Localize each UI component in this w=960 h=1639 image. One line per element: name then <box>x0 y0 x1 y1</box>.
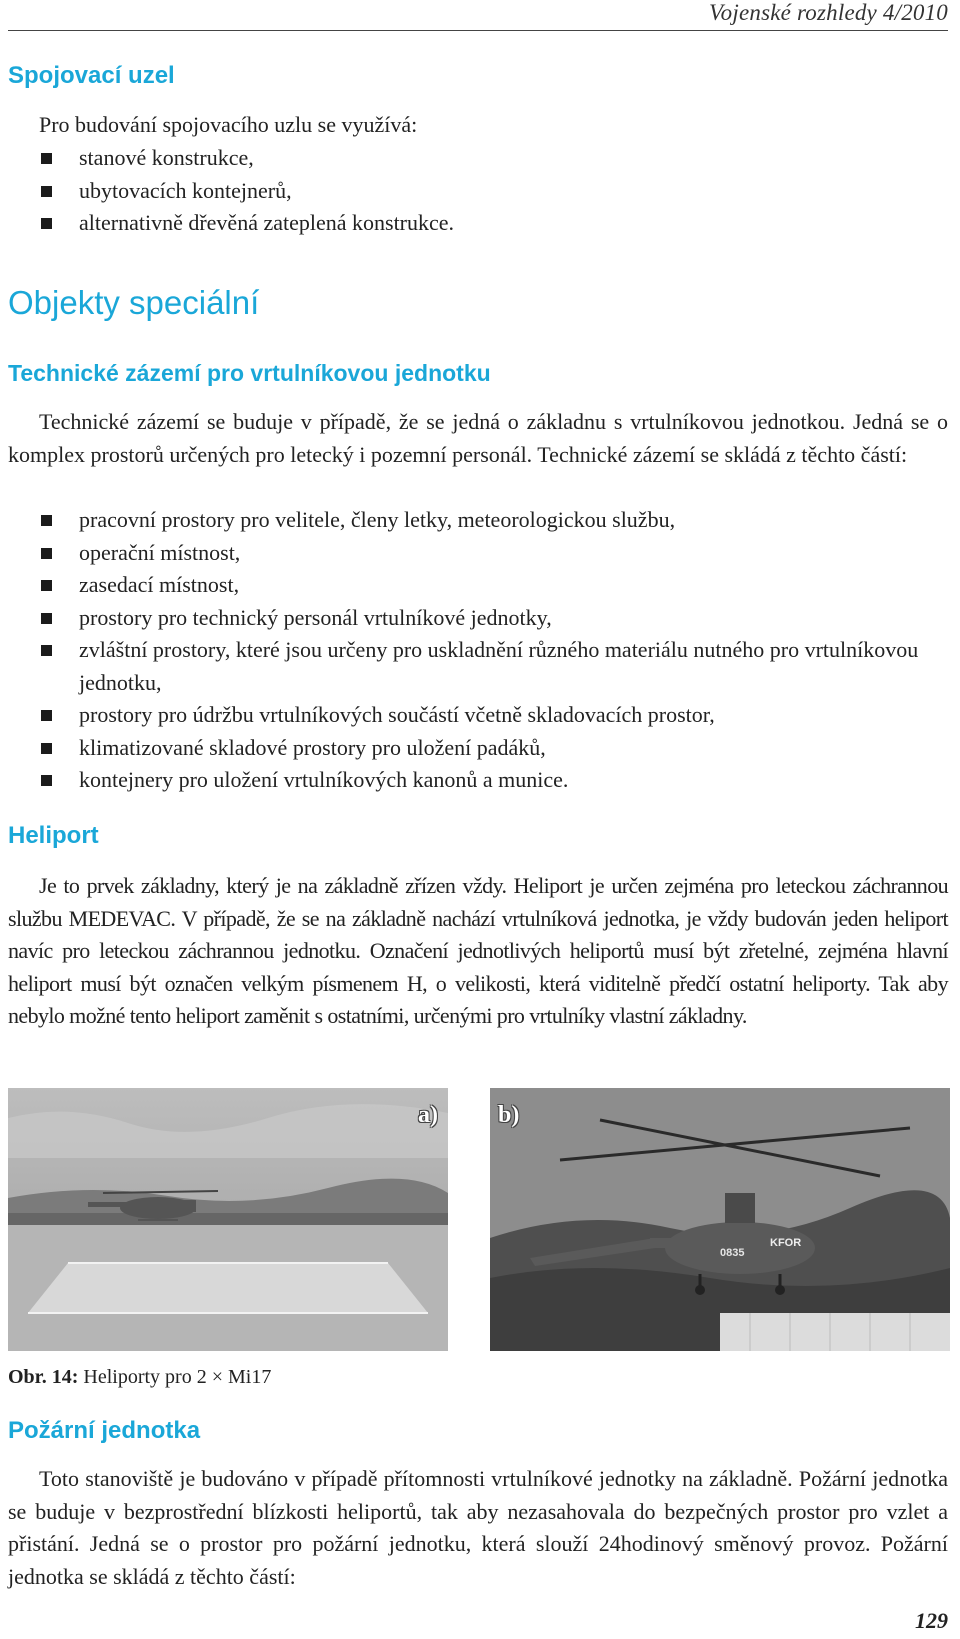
list-item: zasedací místnost, <box>0 569 950 602</box>
list-item: klimatizované skladové prostory pro uložení padáků, <box>0 732 950 765</box>
bullet-square-icon <box>41 153 52 164</box>
bullet-square-icon <box>41 515 52 526</box>
page-number: 129 <box>915 1608 948 1633</box>
header-rule <box>8 30 948 31</box>
heliport-photo-b <box>490 1088 950 1351</box>
bullet-square-icon <box>41 613 52 624</box>
bullet-square-icon <box>41 218 52 229</box>
helicopter-number: 0835 <box>720 1247 745 1259</box>
bullet-square-icon <box>41 710 52 721</box>
journal-header: Vojenské rozhledy 4/2010 <box>708 0 948 25</box>
helicopter-marking: KFOR <box>770 1237 802 1249</box>
figure-caption: Obr. 14: Heliporty pro 2 × Mi17 <box>8 1366 272 1388</box>
figure-label-b: b) <box>498 1102 520 1128</box>
list-item: stanové konstrukce, <box>0 142 950 175</box>
heliport-paragraph: Je to prvek základny, který je na základně zřízen vždy. Heliport je určen zejména pro leteckou záchrannou službu MEDEVAC. V případě, že se na základně nachází vrtulníková jednotka, je vždy budován jeden heliport navíc pro leteckou záchrannou jednotku. Označení jednotlivých heliportů musí být zřetelné, zejména hlavní heliport musí být označen velkým písmenem H, o velikosti, která viditelně předčí ostatní heliporty. Tak aby nebylo možné tento heliport zaměnit s ostatními, určenými pro vrtulníky vlastní základny. <box>8 873 948 1028</box>
list-item: pracovní prostory pro velitele, členy letky, meteorologickou službu, <box>0 504 950 537</box>
pozarni-paragraph: Toto stanoviště je budováno v případě přítomnosti vrtulníkové jednotky na základně. Požární jednotka se buduje v bezprostřední blízkosti heliportů, tak aby nezasahovala do bezpečných prostor pro vzlet a přistání. Jedná se o prostor pro požární jednotku, která slouží 24hodinový směnový provoz. Požární jednotka se skládá z těchto částí: <box>8 1466 948 1589</box>
bullet-square-icon <box>41 580 52 591</box>
list-item: zvláštní prostory, které jsou určeny pro uskladnění různého materiálu nutného pro vrtulníkovou jednotku, <box>0 634 950 699</box>
bullet-square-icon <box>41 186 52 197</box>
list-item: ubytovacích kontejnerů, <box>0 175 950 208</box>
spojovaci-list <box>0 142 950 240</box>
figure-label-a: a) <box>418 1102 438 1128</box>
spojovaci-intro: Pro budování spojovacího uzlu se využívá: <box>39 112 418 137</box>
list-item: prostory pro technický personál vrtulníkové jednotky, <box>0 602 950 635</box>
list-item: alternativně dřevěná zateplená konstrukce. <box>0 207 950 240</box>
figure-photo-b <box>490 1088 950 1351</box>
bullet-square-icon <box>41 645 52 656</box>
list-item: kontejnery pro uložení vrtulníkových kanonů a munice. <box>0 764 950 797</box>
list-item: prostory pro údržbu vrtulníkových součástí včetně skladovacích prostor, <box>0 699 950 732</box>
section-title-heliport: Heliport <box>8 822 99 849</box>
figure-photo-a <box>8 1088 448 1351</box>
section-title-objekty: Objekty speciální <box>8 284 260 321</box>
bullet-square-icon <box>41 548 52 559</box>
section-title-pozarni: Požární jednotka <box>8 1417 201 1444</box>
list-item: operační místnost, <box>0 537 950 570</box>
technicke-paragraph: Technické zázemí se buduje v případě, že se jedná o základnu s vrtulníkovou jednotkou. Jedná se o komplex prostorů určených pro letecký i pozemní personál. Technické zázemí se skládá z těchto částí: <box>8 409 948 467</box>
heliport-photo-a <box>8 1088 448 1351</box>
section-title-spojovaci: Spojovací uzel <box>8 62 175 89</box>
bullet-square-icon <box>41 775 52 786</box>
technicke-list <box>0 504 950 797</box>
section-title-technicke: Technické zázemí pro vrtulníkovou jednotku <box>8 360 491 386</box>
bullet-square-icon <box>41 743 52 754</box>
